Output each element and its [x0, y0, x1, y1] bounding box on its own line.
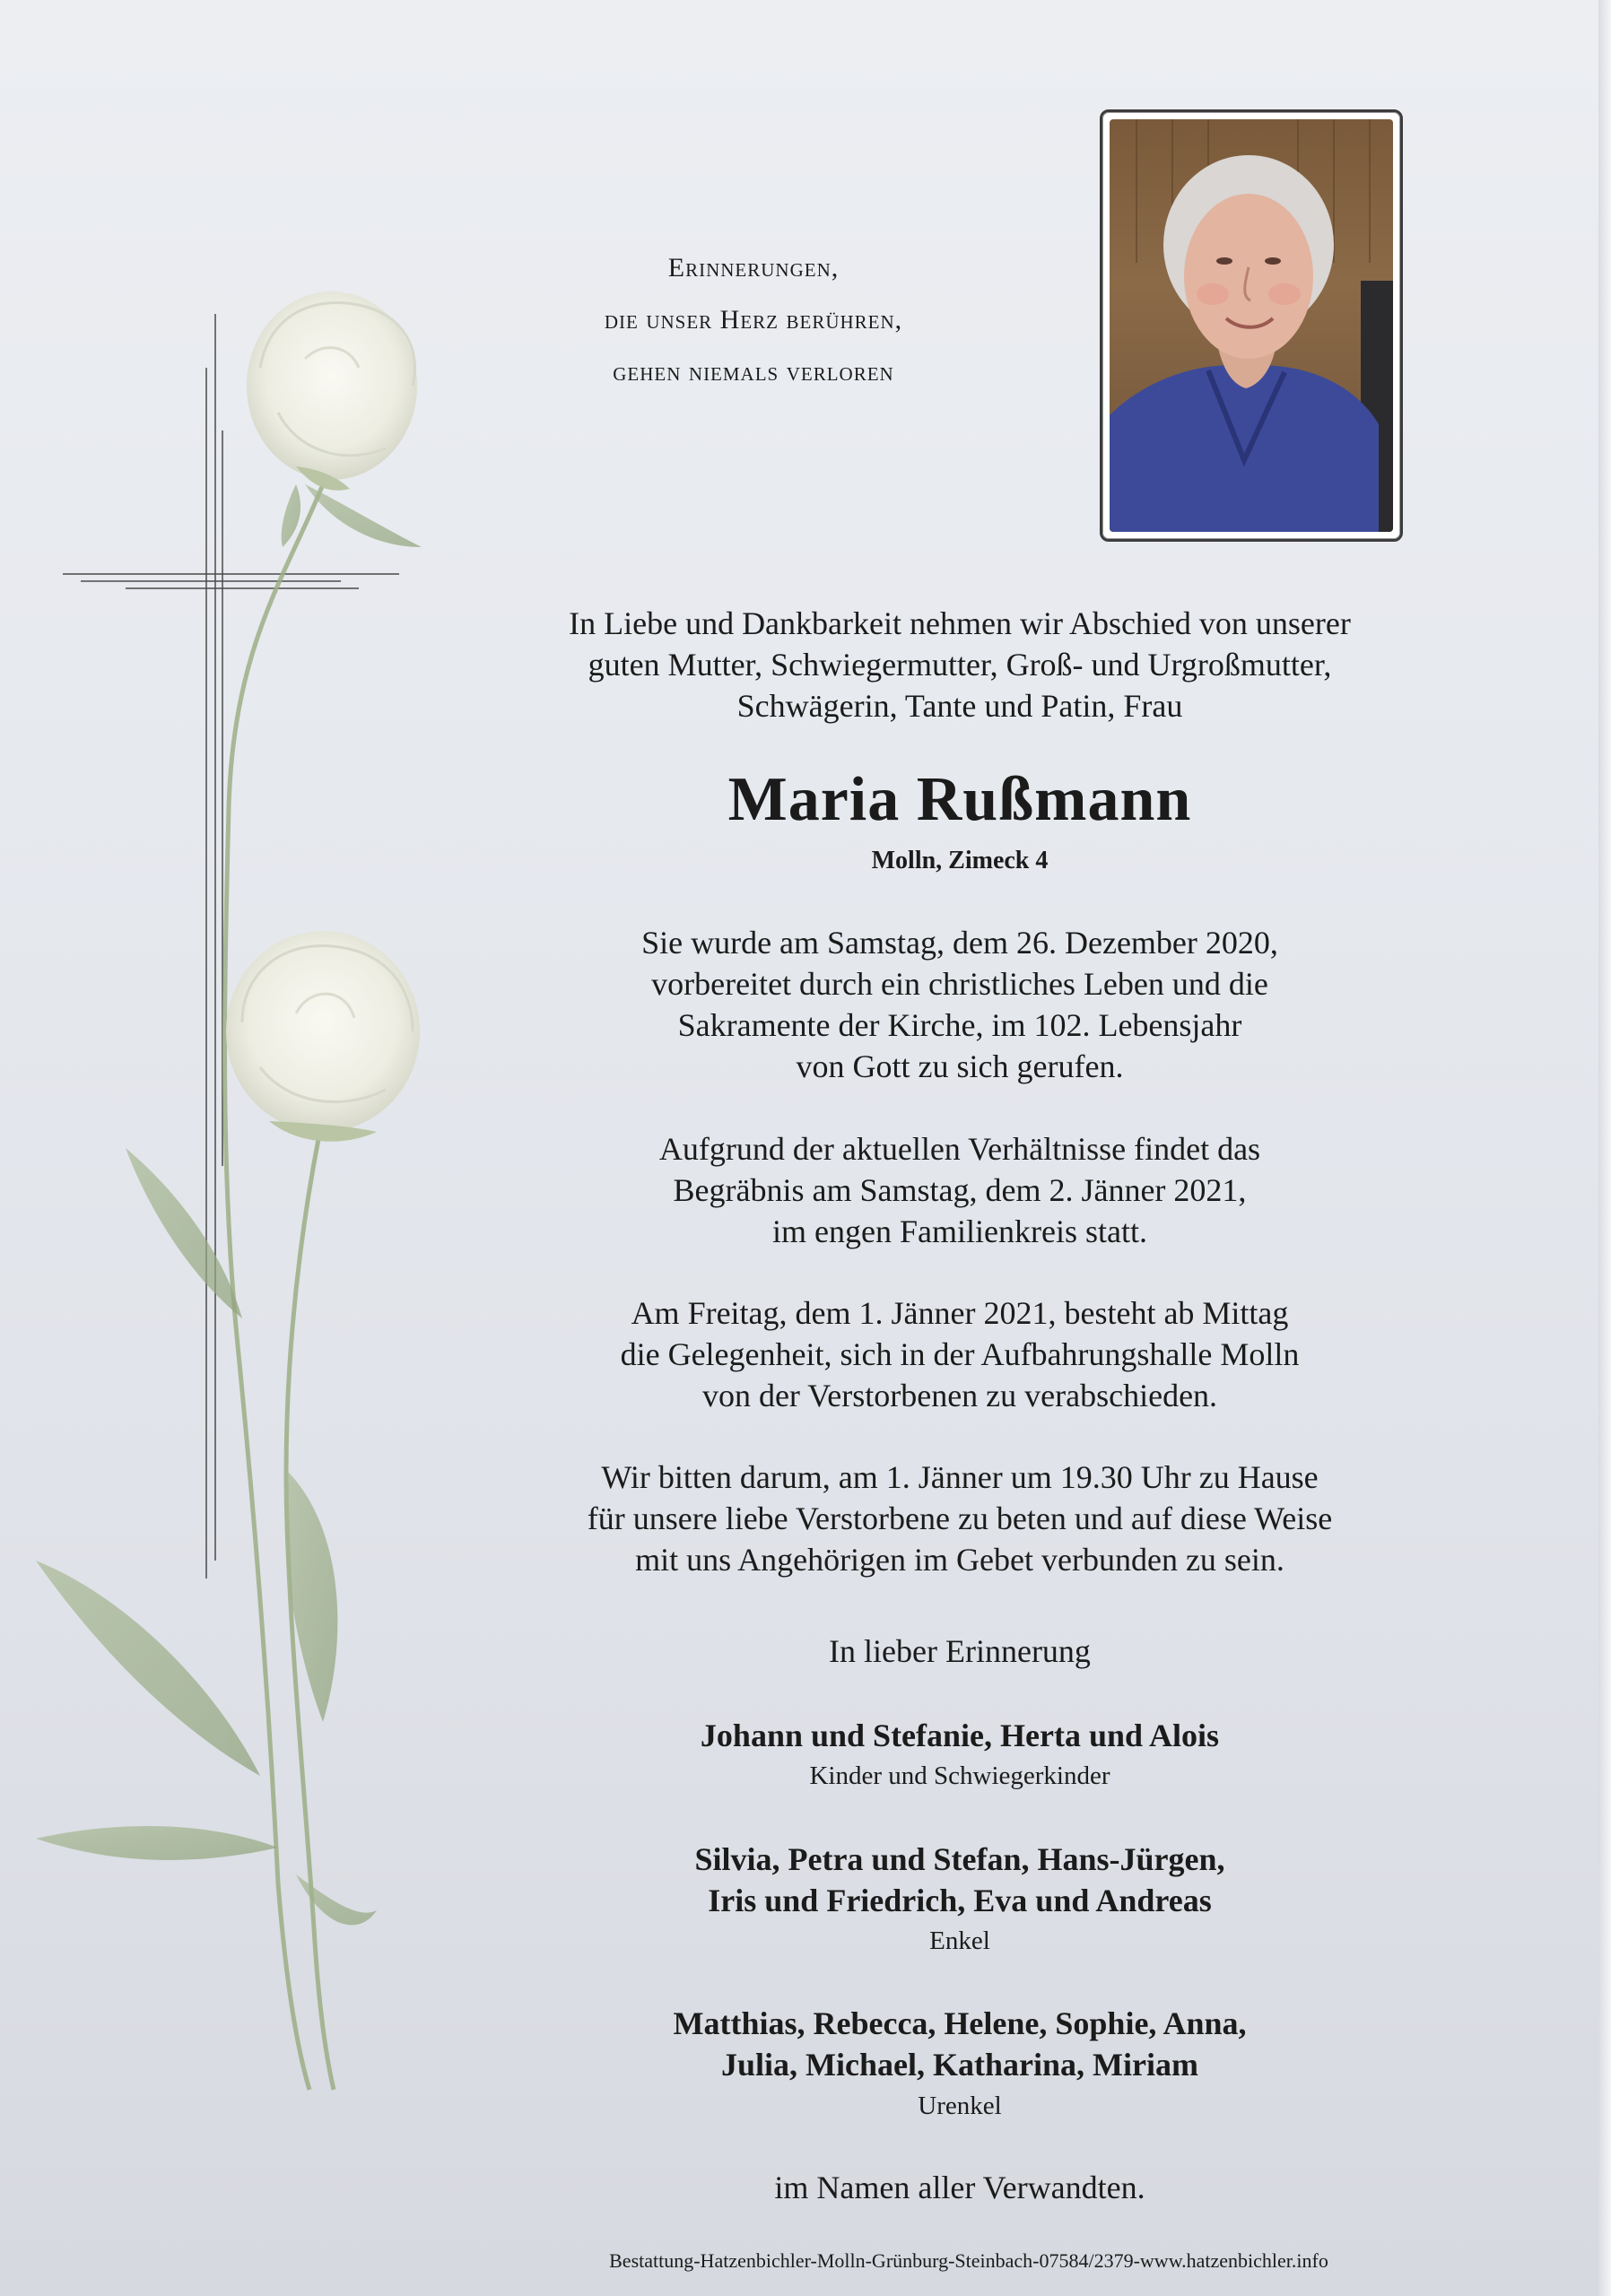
page-edge — [1598, 0, 1611, 2296]
deceased-name: Maria Rußmann — [727, 765, 1192, 834]
mourner-line: Iris und Friedrich, Eva und Andreas — [708, 1883, 1212, 1918]
mourner-names-great-grandchildren — [547, 2003, 1372, 2085]
paragraph-line: Am Freitag, dem 1. Jänner 2021, besteht ab Mittag — [631, 1295, 1289, 1331]
intro-line: Schwägerin, Tante und Patin, Frau — [736, 688, 1183, 724]
rose-cross-decoration — [0, 0, 502, 2152]
motto-line: Erinnerungen, — [667, 253, 840, 283]
paragraph-line: Wir bitten darum, am 1. Jänner um 19.30 Uhr zu Hause — [601, 1459, 1319, 1495]
portrait-frame — [1100, 109, 1403, 542]
mourner-line: Silvia, Petra und Stefan, Hans-Jürgen, — [694, 1841, 1225, 1877]
lower-rose — [226, 931, 420, 1142]
deceased-address: Molln, Zimeck 4 — [871, 847, 1049, 874]
mourner-line: Johann und Stefanie, Herta und Alois — [700, 1718, 1220, 1753]
paragraph-line: Aufgrund der aktuellen Verhältnisse findet das — [658, 1131, 1261, 1167]
mourner-role-great-grandchildren: Urenkel — [918, 2092, 1002, 2120]
paragraph-line: die Gelegenheit, sich in der Aufbahrungshalle Molln — [620, 1336, 1300, 1372]
paragraph-line: von der Verstorbenen zu verabschieden. — [701, 1378, 1218, 1413]
intro-text — [547, 603, 1372, 726]
intro-line: In Liebe und Dankbarkeit nehmen wir Abschied von unserer — [569, 605, 1351, 641]
mourner-names-grandchildren — [547, 1839, 1372, 1921]
closing-phrase: In lieber Erinnerung — [829, 1633, 1091, 1669]
mourner-names-children — [547, 1715, 1372, 1756]
paragraph-line: für unsere liebe Verstorbene zu beten und auf diese Weise — [587, 1500, 1333, 1536]
motto-line: gehen niemals verloren — [613, 357, 894, 387]
intro-line: guten Mutter, Schwiegermutter, Groß- und Urgroßmutter, — [588, 647, 1332, 683]
mourner-role-children: Kinder und Schwiegerkinder — [809, 1761, 1110, 1790]
upper-rose — [247, 291, 417, 491]
paragraph-line: im engen Familienkreis statt. — [772, 1213, 1147, 1249]
paragraph-prayer — [547, 1457, 1372, 1580]
paragraph-line: von Gott zu sich gerufen. — [796, 1048, 1124, 1084]
paragraph-death — [547, 922, 1372, 1087]
motto — [502, 242, 1005, 398]
final-phrase: im Namen aller Verwandten. — [774, 2170, 1145, 2205]
paragraph-viewing — [547, 1292, 1372, 1416]
portrait-photo — [1110, 119, 1393, 532]
mourner-role-grandchildren: Enkel — [929, 1926, 990, 1955]
paragraph-line: Sakramente der Kirche, im 102. Lebensjahr — [677, 1007, 1242, 1043]
mourner-line: Matthias, Rebecca, Helene, Sophie, Anna, — [673, 2005, 1247, 2041]
paragraph-funeral — [547, 1128, 1372, 1252]
paragraph-line: Sie wurde am Samstag, dem 26. Dezember 2020, — [641, 925, 1278, 961]
paragraph-line: Begräbnis am Samstag, dem 2. Jänner 2021, — [673, 1172, 1247, 1208]
footer-undertaker: Bestattung-Hatzenbichler-Molln-Grünburg-Steinbach-07584/2379-www.hatzenbichler.info — [609, 2249, 1328, 2272]
paragraph-line: vorbereitet durch ein christliches Leben und die — [651, 966, 1268, 1002]
mourner-line: Julia, Michael, Katharina, Miriam — [721, 2047, 1198, 2083]
paragraph-line: mit uns Angehörigen im Gebet verbunden zu sein. — [635, 1542, 1284, 1578]
motto-line: die unser Herz berühren, — [604, 305, 903, 335]
